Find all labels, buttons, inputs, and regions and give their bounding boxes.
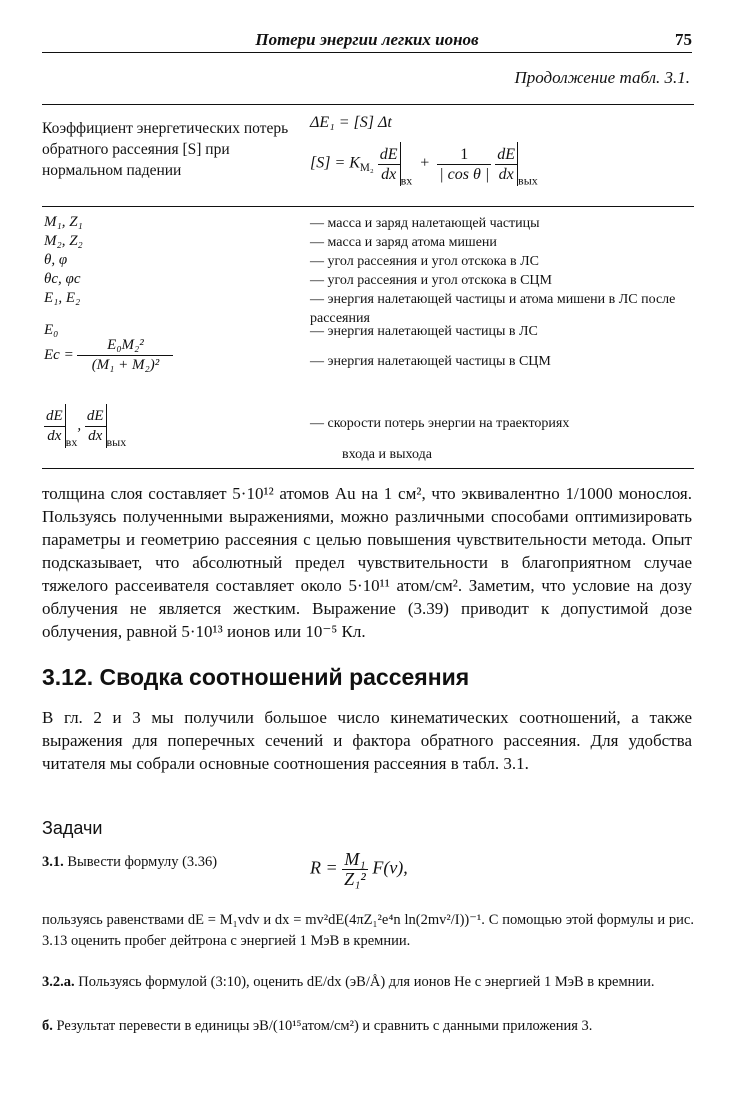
problem-2a-text: Пользуясь формулой (3:10), оценить dE/dx (эВ/Å) для ионов Не с энергией 1 МэВ в кремнии. bbox=[78, 974, 655, 990]
problem-1-number: 3.1. bbox=[42, 854, 64, 870]
table-desc: — энергия налетающей частицы и атома мишени в ЛС после рассеяния bbox=[310, 292, 676, 326]
problem-1-text: Вывести формулу (3.36) bbox=[67, 854, 218, 870]
fraction-de-dx-out: $\frac{dE}{dx}$ bbox=[497, 145, 516, 183]
table-top-rule bbox=[42, 104, 694, 105]
problem-1-text-cont: пользуясь равенствами dE = M₁vdv и dx = mv²dE(4πZ₁²e⁴n ln(2mv²/I))⁻¹. С помощью этой формулы и рис. 3.13 оценить пробег дейтрона с энергией 1 МэВ в кремнии. bbox=[42, 912, 694, 949]
table-symbol: M₁, Z₁ bbox=[44, 214, 83, 230]
fraction-de-dx-in: $\frac{dE}{dx}$ bbox=[379, 145, 398, 183]
problem-2b-number: б. bbox=[42, 1018, 53, 1034]
table-desc: — масса и заряд налетающей частицы bbox=[310, 216, 540, 231]
coef-label: Коэффициент энергетических потерь обратного рассеяния [S] при нормальном падении bbox=[42, 120, 289, 179]
eq-s-sub: M₂ bbox=[359, 162, 374, 175]
problem-2a bbox=[42, 972, 694, 993]
ec-lhs: Ec = bbox=[44, 346, 74, 363]
eq-delta-e1: ΔE₁ = [S] Δt bbox=[310, 114, 392, 131]
plus-sign: + bbox=[420, 154, 430, 172]
fraction-cos: $\frac{1}{\text{| cos θ |}}$ bbox=[439, 145, 490, 183]
table-symbol: E₁, E₂ bbox=[44, 290, 81, 306]
body-paragraph-1: толщина слоя составляет 5·10¹² атомов Au на 1 см², что эквивалентно 1/1000 монослоя. Пользуясь полученными выражениями, можно различными способами оптимизировать параметры и геометрию рассеяния с целью повышения чувствительности метода. Опыт подсказывает, что абсолютный предел чувствительности в благоприятном случае тяжелого рассеивателя составляет около 5·10¹¹ атом/см². Заметим, что условие на дозу облучения не является жестким. Выражение (3.39) приводит к допустимой дозе облучения, равной 5·10¹³ ионов или 10⁻⁵ Кл. bbox=[42, 484, 692, 641]
table-desc: — энергия налетающей частицы в ЛС bbox=[310, 324, 538, 339]
problems-heading: Задачи bbox=[42, 818, 103, 838]
table-bottom-rule bbox=[42, 468, 694, 469]
table-desc: — масса и заряд атома мишени bbox=[310, 235, 497, 250]
running-head bbox=[42, 26, 692, 53]
problem-2b bbox=[42, 1016, 694, 1037]
problem-2b-text: Результат перевести в единицы эВ/(10¹⁵атом/см²) и сравнить с данными приложения 3. bbox=[56, 1018, 593, 1034]
dedx-symbols: $\frac{dE}{dx}$ $_{вх}$, $\frac{dE}{dx}$ $_{вых}$ bbox=[44, 404, 126, 450]
ec-formula bbox=[44, 336, 173, 375]
body-paragraph-2: В гл. 2 и 3 мы получили большое число кинематических соотношений, а также выражения для поперечных сечений и фактора обратного рассеяния. Для удобства читателя мы собрали основные соотношения рассеяния в табл. 3.1. bbox=[42, 708, 692, 773]
table-continuation-label: Продолжение табл. 3.1. bbox=[514, 68, 690, 87]
eq-s-lhs: [S] = K bbox=[310, 154, 360, 172]
eq-s-factor bbox=[310, 142, 538, 188]
table-desc: — угол рассеяния и угол отскока в ЛС bbox=[310, 254, 539, 269]
running-head-title: Потери энергии легких ионов bbox=[255, 30, 479, 49]
table-symbol: M₂, Z₂ bbox=[44, 233, 83, 249]
problem-1-intro bbox=[42, 852, 302, 873]
problem-1-formula: R = $\frac{\text{M₁}}{\text{Z₁²}}$ F(v), bbox=[310, 849, 408, 889]
page-number: 75 bbox=[675, 30, 692, 49]
table-desc: — энергия налетающей частицы в СЦМ bbox=[310, 354, 551, 369]
table-desc: — угол рассеяния и угол отскока в СЦМ bbox=[310, 273, 552, 288]
table-symbol: θc, φc bbox=[44, 271, 81, 287]
section-heading: 3.12. Сводка соотношений рассеяния bbox=[42, 664, 470, 690]
table-symbol: θ, φ bbox=[44, 252, 68, 268]
ec-fraction: $\frac{\text{E₀M₂²}}{\text{(M₁ + M₂)²}}$ bbox=[77, 336, 173, 375]
table-mid-rule bbox=[42, 206, 694, 207]
sub-out: вых bbox=[518, 173, 538, 188]
sub-in: вх bbox=[400, 173, 413, 188]
table-desc-cont: входа и выхода bbox=[342, 447, 432, 462]
problem-2a-number: 3.2.а. bbox=[42, 974, 75, 990]
table-desc: — скорости потерь энергии на траекториях bbox=[310, 416, 570, 431]
table-symbol: E₀ bbox=[44, 322, 59, 338]
